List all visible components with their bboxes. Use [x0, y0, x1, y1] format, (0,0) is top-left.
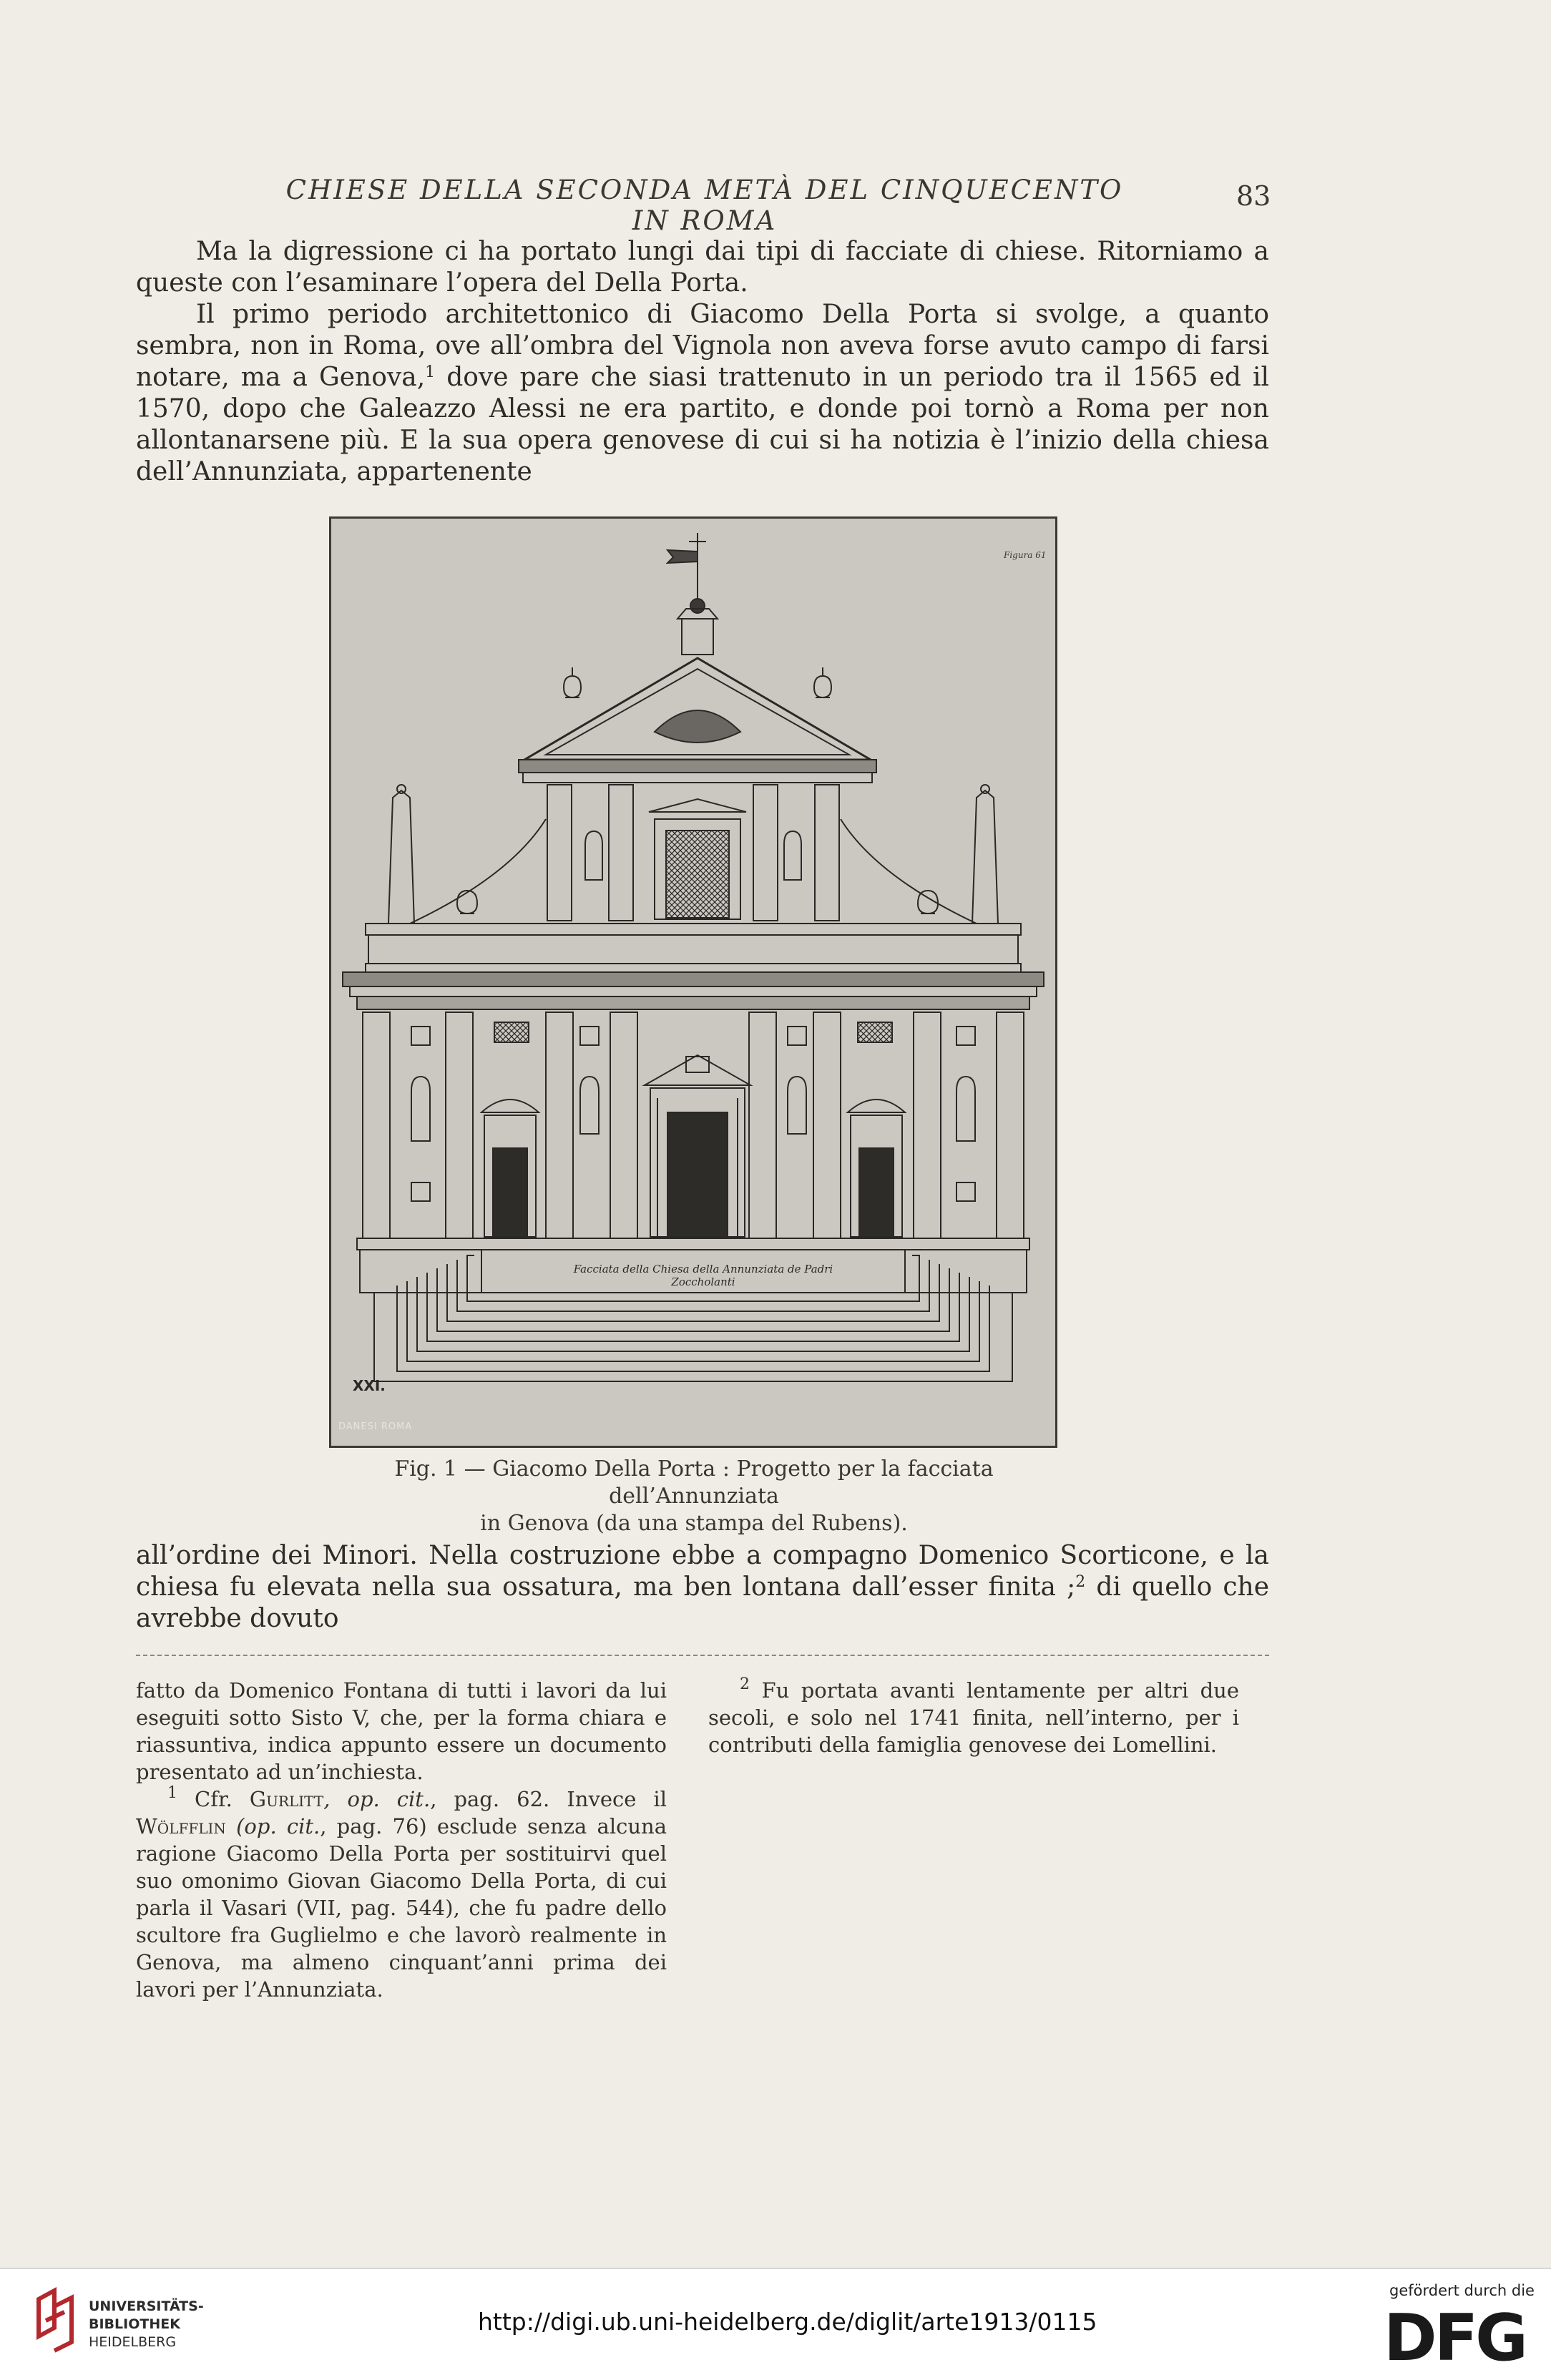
library-name-line-3: HEIDELBERG: [89, 2334, 177, 2350]
running-head: CHIESE DELLA SECONDA METÀ DEL CINQUECENTO IN ROMA: [285, 175, 1124, 236]
figure-plate: [329, 516, 1057, 1448]
footnote-1-text-c: , pag. 76) esclude senza alcuna ragione Giacomo Della Porta per sostituirvi quel suo omonimo Giovan Giacomo Della Porta, di cui parla il Vasari (VII, pag. 544), che fu padre dello scultore fra Guglielmo e che lavorò realmente in Genova, ma almeno cinquant’anni prima dei lavori per l’Annunziata.: [136, 1814, 667, 2002]
ub-heidelberg-logo-icon[interactable]: [33, 2285, 79, 2356]
footnote-2: [708, 1677, 1239, 1758]
print-credit: DANESI ROMA: [338, 1421, 413, 1432]
continuation-part-a: all’ordine dei Minori. Nella costruzione ebbe a compagno Domenico Scorticone, e la chiesa fu elevata nella sua ossatura, ma ben lontana dall’esser finita ;: [136, 1541, 1269, 1602]
footnote-2-text: Fu portata avanti lentamente per altri due secoli, e solo nel 1741 finita, nell’interno, per i contributi della famiglia genovese dei Lomellini.: [708, 1678, 1239, 1757]
plate-label: Figura 61: [1004, 550, 1047, 560]
footnote-1: [136, 1786, 667, 2003]
paragraph-second-part-a: Il primo periodo architettonico di Giacomo Della Porta si svolge, a quanto sembra, non in Roma, ove all’ombra del Vignola non aveva forse avuto campo di farsi notare, ma a Genova,: [136, 300, 1269, 392]
paragraph-second: [136, 299, 1269, 488]
footnotes-right-column: [708, 1677, 1239, 1758]
engraving-inscription: Facciata della Chiesa della Annunziata de Padri Zoccholanti: [573, 1263, 833, 1288]
paragraph-continuation: [136, 1540, 1269, 1635]
facade-engraving: [331, 519, 1055, 1446]
footnote-1-ref-1: , op. cit.: [323, 1787, 431, 1811]
footnote-rule: [136, 1655, 1269, 1656]
footnote-ref-1[interactable]: 1: [425, 363, 436, 381]
footnote-1-author-gurlitt: Gurlitt: [249, 1787, 324, 1811]
caption-line-1: Fig. 1 — Giacomo Della Porta : Progetto per la facciata dell’Annunziata: [394, 1456, 994, 1509]
permalink-url[interactable]: http://digi.ub.uni-heidelberg.de/diglit/arte1913/0115: [478, 2308, 1097, 2336]
footnote-ref-2[interactable]: 2: [1075, 1573, 1086, 1591]
footnote-2-mark: 2: [740, 1675, 750, 1693]
footnote-1-text-b: , pag. 62. Invece il: [430, 1787, 667, 1811]
footnote-1-author-wolfflin: Wölfflin: [136, 1814, 226, 1838]
footnote-carryover: fatto da Domenico Fontana di tutti i lavori da lui eseguiti sotto Sisto V, che, per la forma chiara e riassuntiva, indica appunto essere un documento presentato ad un’inchiesta.: [136, 1678, 667, 1784]
plate-number: XXI.: [353, 1377, 386, 1394]
body-text-bottom: [136, 1540, 1269, 1635]
library-name-line-1: UNIVERSITÄTS-: [89, 2298, 204, 2314]
footnote-1-ref-2: (op. cit.: [225, 1814, 321, 1838]
page-number: 83: [1236, 180, 1271, 212]
footnote-1-text-a: Cfr.: [177, 1787, 250, 1811]
continuation-part-b: di quello che avrebbe dovuto: [136, 1572, 1270, 1633]
footnote-1-mark: 1: [167, 1784, 177, 1802]
digitization-footer: [0, 2268, 1551, 2380]
paragraph-second-part-b: dove pare che siasi trattenuto in un periodo tra il 1565 ed il 1570, dopo che Galeazzo Alessi ne era partito, e donde poi tornò a Roma per non allontanarsene più. E la sua opera genovese di cui si ha notizia è l’inizio della chiesa dell’Annunziata, appartenente: [136, 363, 1269, 486]
body-text-top: [136, 236, 1269, 488]
footnotes-left-column: [136, 1677, 667, 2003]
caption-line-2: in Genova (da una stampa del Rubens).: [480, 1511, 908, 1536]
paragraph-intro: Ma la digressione ci ha portato lungi dai tipi di facciate di chiese. Ritorniamo a queste con l’esaminare l’opera del Della Porta.: [136, 237, 1269, 298]
funder-label: gefördert durch die: [1389, 2282, 1535, 2299]
figure-caption: [315, 1456, 1073, 1537]
dfg-logo-icon[interactable]: DFG: [1384, 2301, 1526, 2376]
library-name-line-2: BIBLIOTHEK: [89, 2316, 180, 2332]
library-name[interactable]: [89, 2298, 204, 2351]
